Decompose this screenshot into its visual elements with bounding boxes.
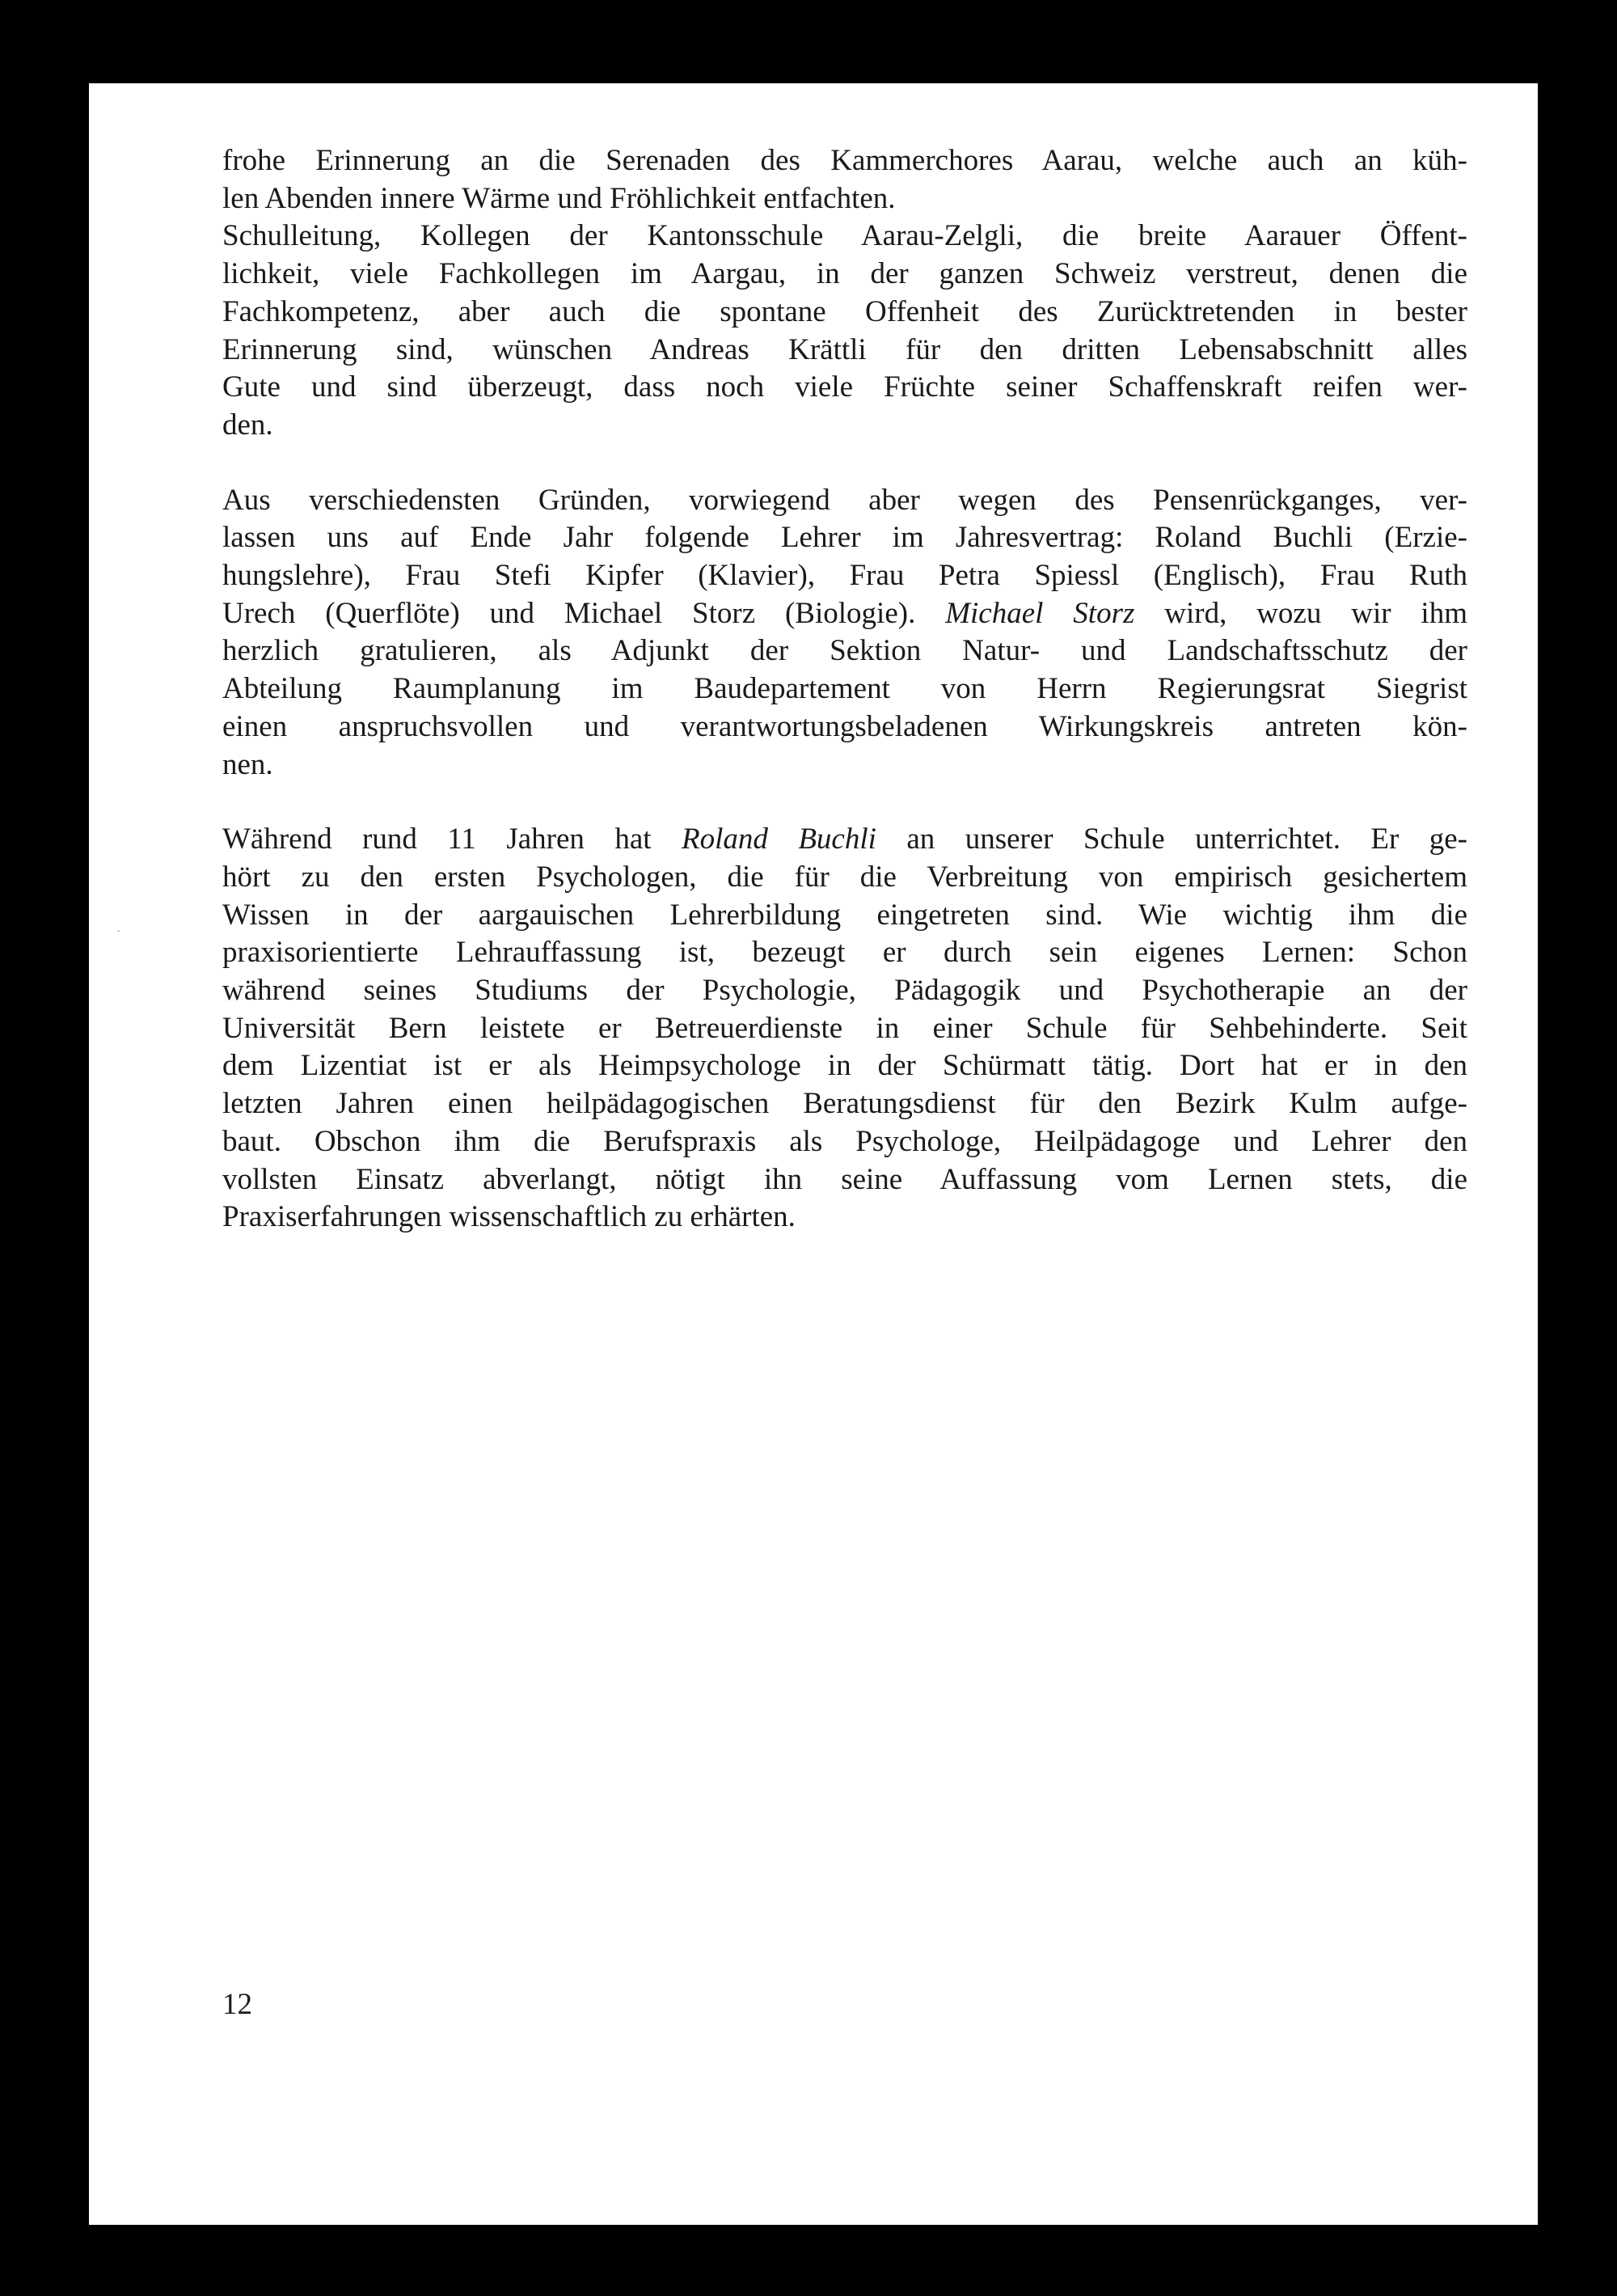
text-line: frohe Erinnerung an die Serenaden des Kammerchores Aarau, welche auch an küh- (222, 144, 1467, 177)
body-text (222, 142, 1467, 1237)
text-line: Fachkompetenz, aber auch die spontane Offenheit des Zurücktretenden in bester (222, 294, 1467, 328)
text-line-mixed (222, 595, 1467, 633)
text-line: lichkeit, viele Fachkollegen im Aargau, in der ganzen Schweiz verstreut, denen die (222, 257, 1467, 291)
text-line: praxisorientierte Lehrauffassung ist, bezeugt er durch sein eigenes Lernen: Schon (222, 936, 1467, 970)
text-line: während seines Studiums der Psychologie, Pädagogik und Psychotherapie an der (222, 974, 1467, 1008)
page-number: 12 (222, 1988, 252, 2021)
text-line: Universität Bern leistete er Betreuerdienste in einer Schule für Sehbehinderte. Seit (222, 1011, 1467, 1045)
text-line: Erinnerung sind, wünschen Andreas Krättli für den dritten Lebensabschnitt alles (222, 332, 1467, 366)
paragraph-2 (222, 218, 1467, 444)
text-line: hört zu den ersten Psychologen, die für die Verbreitung von empirisch gesichertem (222, 860, 1467, 894)
scan-speck (117, 930, 120, 932)
text-line: dem Lizentiat ist er als Heimpsychologe in der Schürmatt tätig. Dort hat er in den (222, 1049, 1467, 1083)
text-line: Aus verschiedensten Gründen, vorwiegend aber wegen des Pensenrückganges, ver- (222, 483, 1467, 517)
text-line: baut. Obschon ihm die Berufspraxis als Psychologe, Heilpädagoge und Lehrer den (222, 1124, 1467, 1158)
paragraph-1 (222, 142, 1467, 218)
text-line: letzten Jahren einen heilpädagogischen Beratungsdienst für den Bezirk Kulm aufge- (222, 1087, 1467, 1121)
text-line: Schulleitung, Kollegen der Kantonsschule Aarau-Zelgli, die breite Aarauer Öffent- (222, 219, 1467, 253)
text-line: herzlich gratulieren, als Adjunkt der Sektion Natur- und Landschaftsschutz der (222, 634, 1467, 668)
text-line: Praxiserfahrungen wissenschaftlich zu erhärten. (222, 1200, 796, 1234)
text-segment: wird, wozu wir ihm (1134, 596, 1467, 630)
text-line: Wissen in der aargauischen Lehrerbildung eingetreten sind. Wie wichtig ihm die (222, 898, 1467, 932)
text-segment: an unserer Schule unterrichtet. Er ge- (876, 822, 1467, 856)
paragraph-3 (222, 482, 1467, 784)
italic-name: Michael Storz (945, 596, 1135, 630)
text-line: Gute und sind überzeugt, dass noch viele Früchte seiner Schaffenskraft reifen wer- (222, 370, 1467, 404)
text-segment: Während rund 11 Jahren hat (222, 822, 682, 856)
paragraph-4 (222, 821, 1467, 1237)
text-line-mixed (222, 821, 1467, 859)
text-line: hungslehre), Frau Stefi Kipfer (Klavier), Frau Petra Spiessl (Englisch), Frau Ruth (222, 559, 1467, 593)
text-line: den. (222, 408, 273, 442)
text-line: lassen uns auf Ende Jahr folgende Lehrer im Jahresvertrag: Roland Buchli (Erzie- (222, 521, 1467, 555)
italic-name: Roland Buchli (682, 822, 876, 856)
text-line: len Abenden innere Wärme und Fröhlichkeit entfachten. (222, 181, 896, 215)
text-line: vollsten Einsatz abverlangt, nötigt ihn seine Auffassung vom Lernen stets, die (222, 1162, 1467, 1196)
text-line: nen. (222, 747, 273, 781)
text-line: einen anspruchsvollen und verantwortungsbeladenen Wirkungskreis antreten kön- (222, 709, 1467, 743)
text-line: Abteilung Raumplanung im Baudepartement von Herrn Regierungsrat Siegrist (222, 672, 1467, 706)
text-segment: Urech (Querflöte) und Michael Storz (Biologie). (222, 596, 916, 630)
